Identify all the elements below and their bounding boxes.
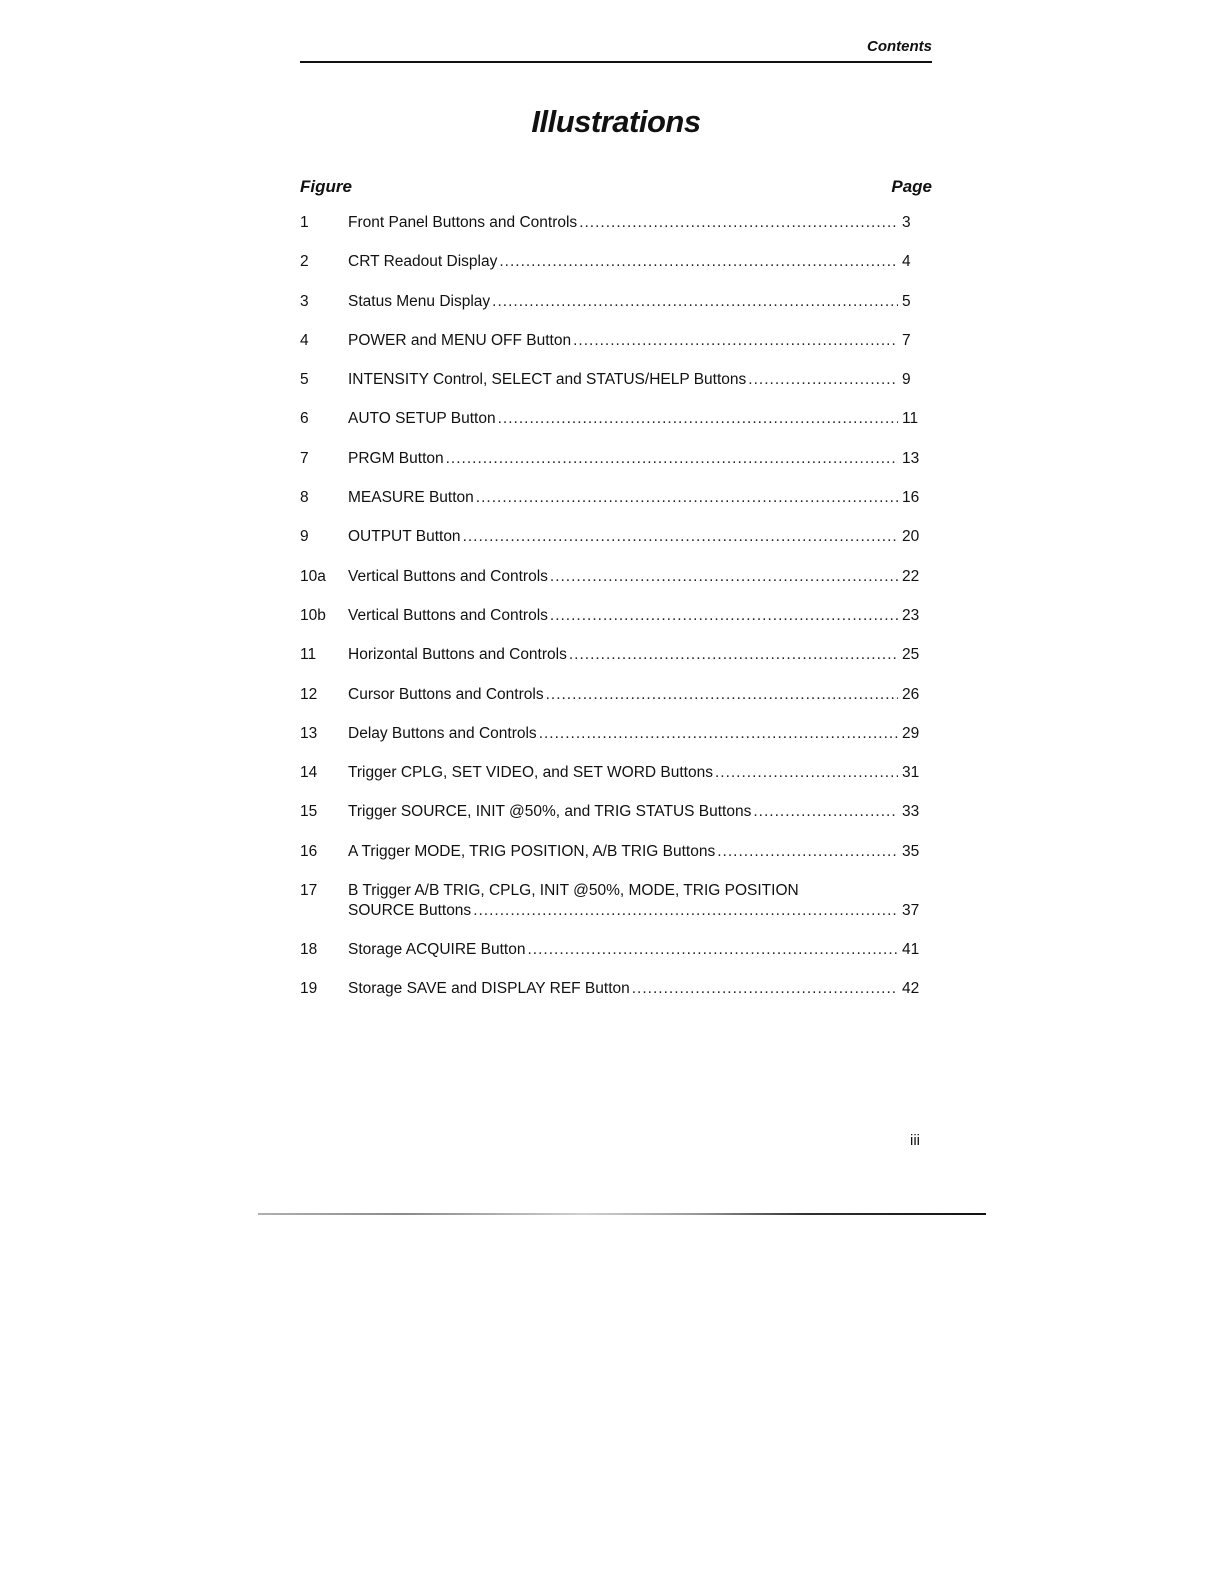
figure-number: 5 (300, 371, 309, 389)
list-entry (300, 839, 920, 878)
list-entry (300, 603, 920, 642)
bottom-scan-rule (258, 1213, 986, 1215)
figure-title: INTENSITY Control, SELECT and STATUS/HELP Buttons (348, 371, 747, 389)
figure-title: Storage SAVE and DISPLAY REF Button (348, 980, 630, 998)
dot-leader (499, 253, 898, 271)
page-number: 25 (902, 646, 920, 664)
page-number: 7 (902, 331, 911, 349)
figure-title: Storage ACQUIRE Button (348, 941, 526, 959)
figure-number: 10a (300, 567, 326, 585)
dot-leader (753, 803, 898, 821)
list-entry (300, 682, 920, 721)
figure-title: Delay Buttons and Controls (348, 724, 537, 742)
dot-leader (539, 725, 898, 743)
list-entry (300, 878, 920, 937)
dot-leader (546, 686, 898, 704)
figure-number: 17 (300, 882, 318, 900)
list-entry (300, 289, 920, 328)
page-number: 33 (902, 803, 920, 821)
figure-title: Front Panel Buttons and Controls (348, 214, 578, 231)
page-number: 3 (902, 214, 911, 231)
list-entry (300, 249, 920, 288)
dot-leader (569, 646, 898, 664)
figure-title: A Trigger MODE, TRIG POSITION, A/B TRIG Buttons (348, 842, 716, 860)
figure-number: 14 (300, 764, 318, 782)
page-number: 13 (902, 449, 920, 467)
dot-leader (717, 843, 898, 861)
figure-number: 12 (300, 685, 318, 703)
page-number: 16 (902, 489, 920, 507)
page-number: 42 (902, 980, 920, 998)
figure-number: 10b (300, 606, 326, 624)
figure-title: CRT Readout Display (348, 253, 498, 271)
list-entry (300, 485, 920, 524)
page-number: 23 (902, 606, 920, 624)
figure-number: 6 (300, 410, 309, 428)
list-entry (300, 799, 920, 838)
figure-number: 18 (300, 941, 318, 959)
running-header: Contents (867, 38, 932, 55)
dot-leader (573, 332, 898, 350)
figure-title: Vertical Buttons and Controls (348, 567, 548, 585)
figure-title: POWER and MENU OFF Button (348, 331, 572, 349)
figure-title: MEASURE Button (348, 489, 474, 507)
list-entry (300, 642, 920, 681)
page-number: 26 (902, 685, 920, 703)
figure-title: SOURCE Buttons (348, 902, 472, 920)
dot-leader (498, 410, 898, 428)
page-title: Illustrations (531, 104, 701, 139)
figure-number: 11 (300, 646, 317, 664)
dot-leader (748, 371, 898, 389)
page-column-header: Page (891, 177, 932, 196)
figure-number: 15 (300, 803, 318, 821)
list-entry (300, 328, 920, 367)
list-entry (300, 446, 920, 485)
figure-number: 19 (300, 980, 318, 998)
dot-leader (579, 214, 898, 232)
figure-number: 13 (300, 724, 318, 742)
dot-leader (463, 528, 898, 546)
figure-number: 1 (300, 214, 309, 231)
figure-title: Status Menu Display (348, 292, 491, 310)
dot-leader (476, 489, 898, 507)
page-number: 29 (902, 724, 920, 742)
page-number: 20 (902, 528, 920, 546)
dot-leader (473, 902, 898, 920)
page-number: 22 (902, 567, 920, 585)
figure-number: 4 (300, 331, 309, 349)
figure-title: OUTPUT Button (348, 528, 461, 546)
dot-leader (715, 764, 898, 782)
dot-leader (527, 941, 898, 959)
list-entry (300, 210, 920, 249)
page-number: 4 (902, 253, 911, 271)
figure-title: AUTO SETUP Button (348, 410, 496, 428)
figure-title: Cursor Buttons and Controls (348, 685, 544, 703)
figure-number: 2 (300, 253, 309, 271)
dot-leader (550, 568, 898, 586)
figure-number: 7 (300, 449, 309, 467)
page-number: 5 (902, 292, 911, 310)
figure-column-header: Figure (300, 177, 352, 196)
dot-leader (492, 293, 898, 311)
list-entry (300, 367, 920, 406)
page-number: 31 (902, 764, 920, 782)
list-entry (300, 976, 920, 1015)
figure-number: 8 (300, 489, 309, 507)
figure-title: PRGM Button (348, 449, 444, 467)
page-folio: iii (910, 1132, 920, 1149)
figure-title: Trigger SOURCE, INIT @50%, and TRIG STATUS Buttons (348, 803, 752, 821)
figure-number: 3 (300, 292, 309, 310)
figure-title: Horizontal Buttons and Controls (348, 646, 567, 664)
figure-number: 16 (300, 842, 318, 860)
figure-number: 9 (300, 528, 309, 546)
page-number: 41 (902, 941, 920, 959)
figure-title: Trigger CPLG, SET VIDEO, and SET WORD Buttons (348, 764, 713, 782)
page-number: 37 (902, 902, 920, 920)
list-entry (300, 406, 920, 445)
illustrations-list (300, 210, 920, 1016)
page-number: 11 (902, 410, 919, 428)
page-number: 9 (902, 371, 911, 389)
dot-leader (632, 980, 898, 998)
list-entry (300, 721, 920, 760)
list-entry (300, 524, 920, 563)
list-entry (300, 564, 920, 603)
figure-title-line1: B Trigger A/B TRIG, CPLG, INIT @50%, MODE, TRIG POSITION (348, 882, 799, 900)
header-rule (300, 61, 932, 63)
list-entry (300, 760, 920, 799)
figure-title: Vertical Buttons and Controls (348, 606, 548, 624)
list-entry (300, 937, 920, 976)
dot-leader (550, 607, 898, 625)
dot-leader (446, 450, 898, 468)
page-number: 35 (902, 842, 920, 860)
